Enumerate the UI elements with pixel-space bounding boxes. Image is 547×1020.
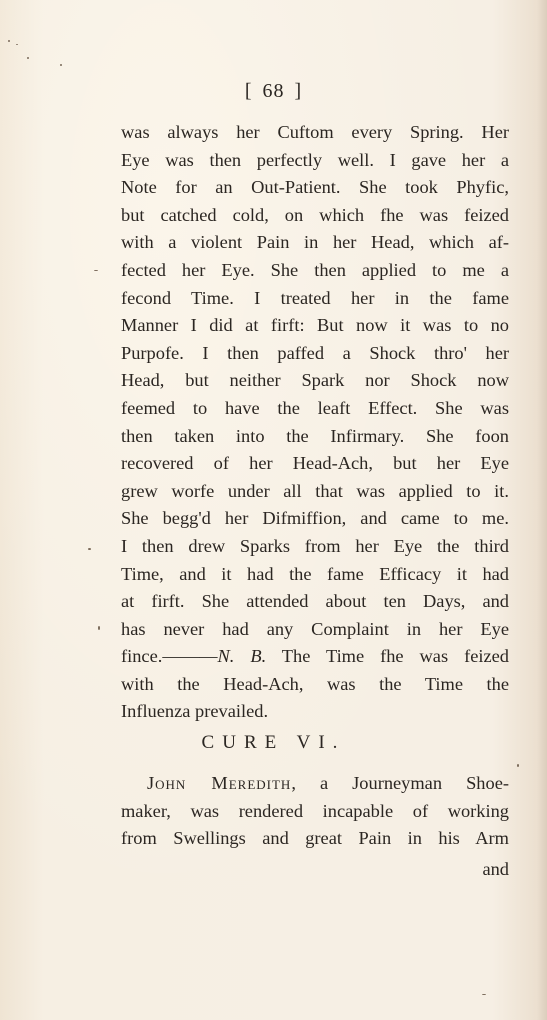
paper-speck xyxy=(8,40,10,42)
right-bracket: ] xyxy=(294,80,303,102)
text-line: Head, but neither Spark nor Shock now xyxy=(121,370,509,391)
second-paragraph xyxy=(121,770,509,853)
text-line: recovered of her Head-Ach, but her Eye xyxy=(121,453,509,474)
text-line: then taken into the Infirmary. She foon xyxy=(121,425,509,446)
text-line: with a violent Pain in her Head, which af- xyxy=(121,232,509,253)
text-line xyxy=(121,770,509,798)
text-line: at firft. She attended about ten Days, and xyxy=(121,591,509,612)
paper-speck xyxy=(27,57,29,59)
text-line: She begg'd her Difmiffion, and came to me. xyxy=(121,508,509,529)
nb-rest: The Time fhe was feized xyxy=(266,646,509,667)
text-line: Time, and it had the fame Efficacy it had xyxy=(121,563,509,584)
text-line: grew worfe under all that was applied to it. xyxy=(121,480,509,501)
text-line: I then drew Sparks from her Eye the third xyxy=(121,535,509,556)
page-number: 68 xyxy=(262,80,285,102)
text-line: from Swellings and great Pain in his Arm xyxy=(121,828,509,849)
text-line: with the Head-Ach, was the Time the xyxy=(121,673,509,694)
text-line: Manner I did at firft: But now it was to no xyxy=(121,315,509,336)
text-line: maker, was rendered incapable of working xyxy=(121,800,509,821)
paper-speck xyxy=(88,548,91,550)
text-line: Note for an Out-Patient. She took Phyfic, xyxy=(121,177,509,198)
em-dash-rule: ——— xyxy=(162,646,218,667)
text-line-last: Influenza prevailed. xyxy=(121,701,269,722)
text-line: was always her Cuftom every Spring. Her xyxy=(121,122,509,142)
text-line: has never had any Complaint in her Eye xyxy=(121,618,509,639)
paper-speck xyxy=(517,764,519,767)
text-line: but catched cold, on which fhe was feized xyxy=(121,204,509,225)
text-line-nb xyxy=(121,643,509,671)
paper-speck xyxy=(482,994,486,995)
text-line: fecond Time. I treated her in the fame xyxy=(121,287,509,308)
nota-bene: N. B. xyxy=(217,646,267,667)
paper-speck xyxy=(60,64,62,66)
section-heading: CURE VI. xyxy=(201,732,346,753)
line-rest: , a Journeyman Shoe- xyxy=(291,773,509,793)
paper-speck xyxy=(16,44,18,45)
since-word: fince. xyxy=(121,646,163,667)
text-line: Purpofe. I then paffed a Shock thro' her xyxy=(121,342,509,363)
patient-name: John Meredith xyxy=(147,773,292,793)
catchword: and xyxy=(482,859,509,879)
left-bracket: [ xyxy=(244,80,253,102)
page-header xyxy=(0,80,547,103)
body-text xyxy=(121,119,509,726)
text-line: feemed to have the leaft Effect. She was xyxy=(121,397,509,418)
page-edge-shadow xyxy=(537,0,547,1020)
paper-speck xyxy=(98,626,100,630)
paper-speck xyxy=(94,270,98,271)
text-line: fected her Eye. She then applied to me a xyxy=(121,259,509,280)
text-line: Eye was then perfectly well. I gave her a xyxy=(121,149,509,170)
